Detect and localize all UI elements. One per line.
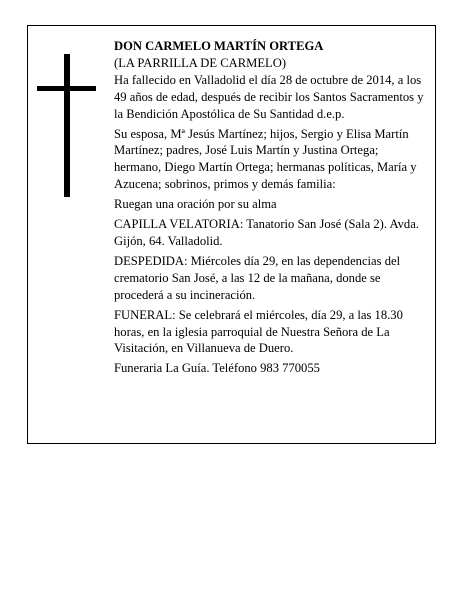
family-list: Su esposa, Mª Jesús Martínez; hijos, Sergio y Elisa Martín Martínez; padres, José Luis Martín y Justina Ortega; hermano, Diego Martín Ortega; hermanas políticas, María y Azucena; sobrinos, primos y demás familia: — [114, 126, 417, 192]
wake-chapel-info: CAPILLA VELATORIA: Tanatorio San José (Sala 2). Avda. Gijón, 64. Valladolid. — [114, 217, 419, 248]
deceased-alias: (LA PARRILLA DE CARMELO) — [114, 55, 287, 70]
cross-horizontal-bar — [37, 86, 96, 91]
deceased-name: DON CARMELO MARTÍN ORTEGA — [114, 39, 324, 53]
latin-cross-icon — [37, 54, 96, 197]
cross-vertical-bar — [64, 54, 70, 197]
obituary-text — [114, 38, 428, 377]
farewell-info: DESPEDIDA: Miércoles día 29, en las dependencias del crematorio San José, a las 12 de la mañana, donde se procederá a su incineración. — [114, 253, 401, 302]
funeral-info: FUNERAL: Se celebrará el miércoles, día 29, a las 18.30 horas, en la iglesia parroquial de Nuestra Señora de La Visitación, en Villanueva de Duero. — [114, 307, 403, 356]
prayer-request: Ruegan una oración por su alma — [114, 197, 277, 212]
death-announcement: Ha fallecido en Valladolid el día 28 de octubre de 2014, a los 49 años de edad, después de recibir los Santos Sacramentos y la Bendición Apostólica de Su Santidad d.e.p. — [114, 72, 424, 121]
funeral-home-contact: Funeraria La Guía. Teléfono 983 770055 — [114, 361, 320, 376]
